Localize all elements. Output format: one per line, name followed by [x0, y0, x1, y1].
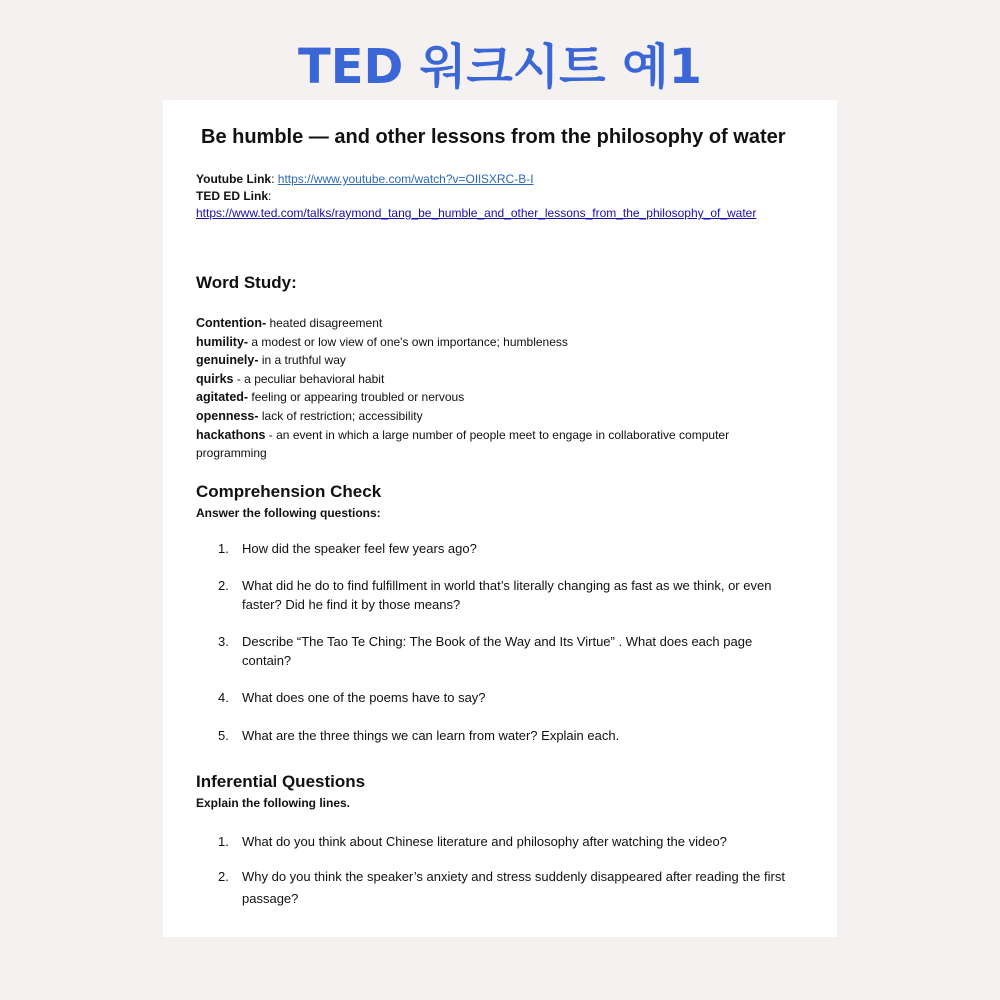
document-title: Be humble — and other lessons from the philosophy of water: [201, 126, 786, 148]
inferential-heading: Inferential Questions: [196, 772, 366, 791]
youtube-link-line: Youtube Link: https://www.youtube.com/watch?v=OIlSXRC-B-I: [196, 172, 534, 186]
word-item-agitated: [196, 388, 796, 407]
question-text: Describe “The Tao Te Ching: The Book of the Way and Its Virtue” . What does each page contain?: [242, 634, 753, 668]
comprehension-question: [218, 688, 798, 707]
comprehension-instruction: Answer the following questions:: [196, 506, 381, 520]
teded-link-label: TED ED Link: [196, 189, 269, 203]
question-number: 5.: [218, 728, 229, 743]
teded-link-wrapper: [196, 205, 826, 222]
question-text: How did the speaker feel few years ago?: [242, 541, 477, 556]
word-term: hackathons: [196, 427, 266, 442]
youtube-link[interactable]: https://www.youtube.com/watch?v=OIlSXRC-B-I: [277, 172, 534, 186]
word-definition: lack of restriction; accessibility: [258, 408, 423, 423]
teded-link[interactable]: https://www.ted.com/talks/raymond_tang_be_humble_and_other_lessons_from_the_philosophy_of_water: [196, 206, 757, 220]
page-banner-title: TED 워크시트 예1: [297, 39, 703, 95]
question-number: 2.: [218, 869, 229, 884]
question-number: 1.: [218, 834, 229, 849]
question-text: What did he do to find fulfillment in world that’s literally changing as fast as we think, or even faster? Did he find it by those means?: [242, 578, 772, 612]
word-item-openness: [196, 407, 796, 426]
question-number: 4.: [218, 690, 229, 705]
word-definition: in a truthful way: [258, 353, 346, 368]
question-text: What are the three things we can learn from water? Explain each.: [242, 728, 620, 743]
word-term: Contention-: [196, 316, 267, 330]
link-block: [196, 171, 826, 222]
word-definition: a modest or low view of one's own importance; humbleness: [248, 334, 568, 349]
word-item-hackathons: [196, 426, 796, 463]
question-text: What do you think about Chinese literature and philosophy after watching the video?: [242, 834, 727, 849]
word-term: humility-: [196, 334, 249, 349]
word-item-quirks: [196, 370, 796, 389]
word-definition: feeling or appearing troubled or nervous: [248, 390, 465, 405]
question-number: 2.: [218, 578, 229, 593]
teded-link-line: TED ED Link:: [196, 189, 272, 203]
word-definition: - a peculiar behavioral habit: [233, 371, 385, 386]
word-item-genuinely: [196, 351, 796, 370]
word-term: agitated-: [196, 390, 249, 405]
worksheet-page: [163, 100, 837, 937]
inferential-instruction: Explain the following lines.: [196, 796, 351, 810]
inferential-question: [218, 832, 798, 851]
word-item-humility: [196, 333, 796, 352]
word-study-list: [196, 314, 796, 463]
comprehension-heading: Comprehension Check: [196, 482, 382, 501]
inferential-question: [218, 866, 798, 910]
word-term: openness-: [196, 408, 259, 423]
word-study-heading: Word Study:: [196, 273, 297, 292]
word-definition: heated disagreement: [266, 316, 383, 330]
question-text: What does one of the poems have to say?: [242, 690, 486, 705]
comprehension-question: [218, 539, 798, 558]
word-item-contention: [196, 314, 796, 333]
question-text: Why do you think the speaker’s anxiety and stress suddenly disappeared after reading the first passage?: [242, 869, 785, 906]
comprehension-question: [218, 632, 798, 670]
word-definition: - an event in which a large number of people meet to engage in collaborative computer programming: [196, 427, 730, 461]
question-number: 1.: [218, 541, 229, 556]
word-term: quirks: [196, 371, 234, 386]
comprehension-question: [218, 576, 798, 614]
youtube-link-label: Youtube Link: [196, 172, 272, 186]
comprehension-question: [218, 726, 798, 745]
question-number: 3.: [218, 634, 229, 649]
word-term: genuinely-: [196, 353, 259, 368]
